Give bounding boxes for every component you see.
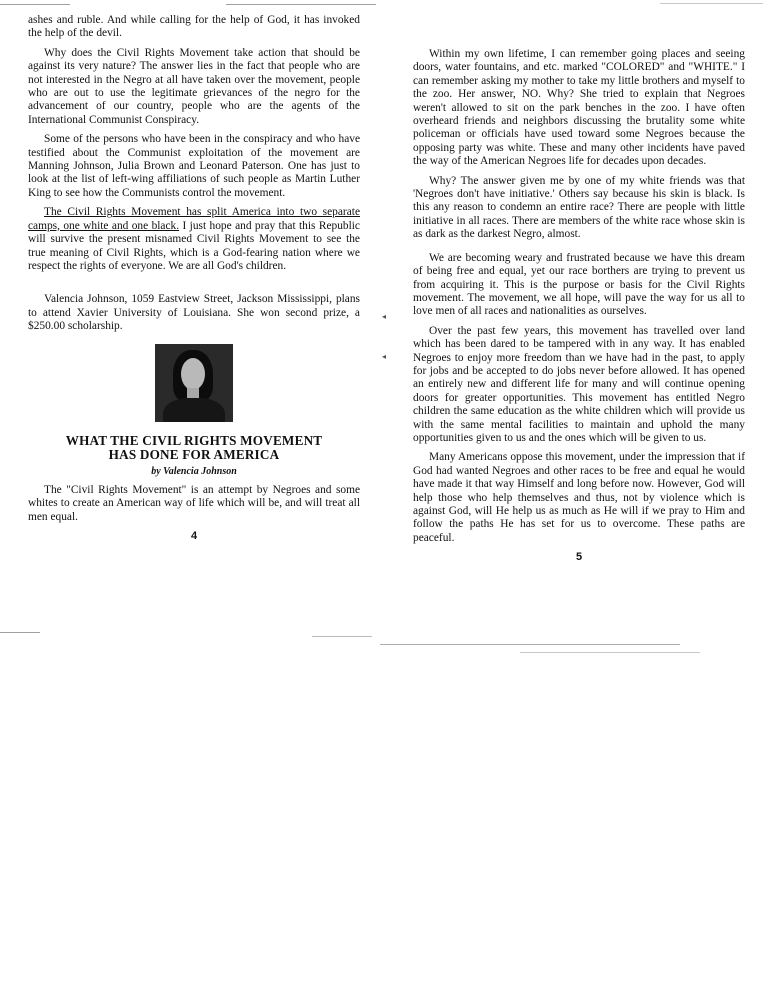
byline: by Valencia Johnson xyxy=(151,465,237,477)
author-photo xyxy=(155,344,233,422)
scan-artifact-bottom-mid xyxy=(312,636,372,637)
article-title-line: HAS DONE FOR AMERICA xyxy=(108,446,280,462)
gutter-mark: ◂ xyxy=(382,352,387,361)
paragraph: Why does the Civil Rights Movement take action that should be against its very nature? The answer lies in the fact that people who are not interested in the Negro at all have taken over the movement, people who are out to use the legitimate grievances of the negro for the advancement of our country, people who are the agents of the International Communist Conspiracy. xyxy=(28,46,360,126)
paragraph: ashes and ruble. And while calling for the help of God, it has invoked the help of the devil. xyxy=(28,14,360,40)
gutter-mark: ◂ xyxy=(382,312,387,321)
underlined-text: The Civil Rights Movement has split America into two separate camps, one white and one black. xyxy=(28,206,360,232)
article-title-line: WHAT THE CIVIL RIGHTS MOVEMENT xyxy=(65,432,323,448)
scan-artifact-top-right xyxy=(660,3,763,4)
paragraph: Many Americans oppose this movement, under the impression that if God had wanted Negroes and other races to be free and equal he would have made it that way Himself and long before now. However, God will help those who help themselves and thus, not by violence which is against God, will He help us as much as He will if we pray to Him and follow the paths He has set for us to overcome. These paths are peaceful. xyxy=(413,451,745,544)
scan-artifact-bottom-right-2 xyxy=(520,652,700,653)
paragraph: Over the past few years, this movement has travelled over land which has been dared to be tampered with in any way. It has enabled Negroes to enjoy more freedom than we have had in the past, to apply for jobs and be accepted to do jobs never before allowed. It has opened an entirely new and different life for many and will continue opening doors for greater opportunities. This movement has entitled Negro children the same education as the white children which will provide us with the same mental facilities to maintain and uphold the many opportunities given to us and the ones which will be given to us. xyxy=(413,324,745,444)
scan-artifact-bottom-right xyxy=(380,644,680,645)
paragraph: Why? The answer given me by one of my white friends was that 'Negroes don't have initiative.' Others say because his skin is black. Is this any reason to condemn an entire race? There are people with little initiative in all races. There are members of the white race whose skin is as dark as the darkest Negro, almost. xyxy=(413,174,745,241)
paragraph: The "Civil Rights Movement" is an attempt by Negroes and some whites to create an American way of life which will be, and will treat all men equal. xyxy=(28,483,360,523)
scan-artifact-bottom-left xyxy=(0,632,40,633)
left-page xyxy=(28,14,360,544)
author-bio: Valencia Johnson, 1059 Eastview Street, Jackson Mississippi, plans to attend Xavier University of Louisiana. She won second prize, a $250.00 scholarship. xyxy=(28,293,360,333)
scan-artifact-top-mid xyxy=(226,4,376,5)
article-title xyxy=(28,434,360,462)
paragraph-continuation: I just hope and pray that this Republic will survive the present misnamed Civil Rights Movement to see the true meaning of Civil Rights, which is a God-fearing nation where we respect the rights of everyone. We are all God's children. xyxy=(28,219,360,272)
paragraph: We are becoming weary and frustrated because we have this dream of being free and equal, yet our race borthers are trying to prevent us from acquiring it. This is the purpose or basis for the Civil Rights movement. The movement, we all hope, will pave the way for us all to love men of all races and nationalities as ourselves. xyxy=(413,251,745,318)
paragraph: Some of the persons who have been in the conspiracy and who have testified about the Communist exploitation of the movement are Manning Johnson, Julia Brown and Leonard Paterson. One has just to look at the list of left-wing affiliations of such people as Martin Luther King to see how the Communists control the movement. xyxy=(28,133,360,199)
paragraph xyxy=(28,206,360,273)
page-number: 4 xyxy=(190,530,198,543)
page-number: 5 xyxy=(575,551,583,564)
right-page xyxy=(413,48,745,565)
scan-artifact-top-left xyxy=(0,4,70,5)
author-photo-frame xyxy=(28,344,360,422)
paragraph: Within my own lifetime, I can remember going places and seeing doors, water fountains, and etc. marked "COLORED" and "WHITE." I can remember asking my mother to take my little brothers and myself to the zoo. Her answer, NO. Why? She tried to explain that Negroes weren't allowed to sit on the park benches in the zoo. I have often overheard friends and neighbors discussing the brutality some white policeman or officials have used toward some Negroes because the opposing party was white. These and many other incidents have paved the way of the American Negroes life for decades upon decades. xyxy=(413,48,745,168)
